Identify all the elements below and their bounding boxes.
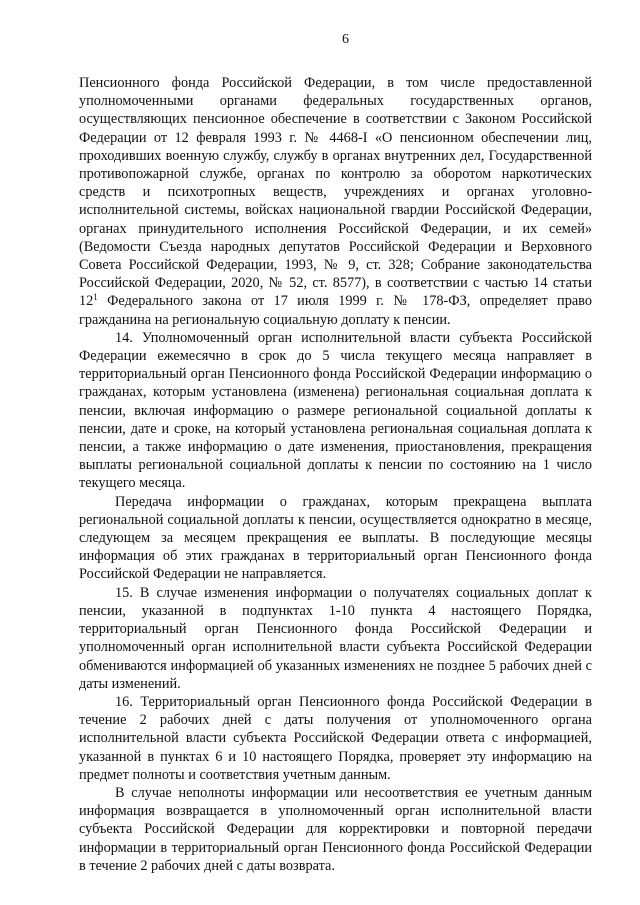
document-body — [79, 74, 592, 875]
paragraph-continuation — [79, 74, 592, 329]
superscript: 1 — [93, 292, 98, 303]
paragraph-15: 15. В случае изменения информации о получателях социальных доплат к пенсии, указанной в подпунктах 1-10 пункта 4 настоящего Порядка, территориальный орган Пенсионного фонда Российской Федерации и уполномоченный орган исполнительной власти субъекта Российской Федерации обмениваются информацией об указанных изменениях не позднее 5 рабочих дней с даты изменений. — [79, 584, 592, 692]
paragraph-14: 14. Уполномоченный орган исполнительной власти субъекта Российской Федерации ежемесячно в срок до 5 числа текущего месяца направляет в территориальный орган Пенсионного фонда Российской Федерации информацию о гражданах, которым установлена (изменена) региональная социальная доплата к пенсии, включая информацию о размере региональной социальной доплаты к пенсии, дате и сроке, на который установлена региональная социальная доплата к пенсии, а также информацию о дате изменения, приостановления, прекращения выплаты региональной социальной доплаты к пенсии по состоянию на 1 число текущего месяца. — [79, 329, 592, 492]
page-number: 6 — [342, 32, 349, 47]
paragraph-14-continued: Передача информации о гражданах, которым прекращена выплата региональной социальной доплаты к пенсии, осуществляется однократно в месяце, следующем за месяцем прекращения ее выплаты. В последующие месяцы информация об этих гражданах в территориальный орган Пенсионного фонда Российской Федерации не направляется. — [79, 493, 592, 583]
paragraph-16: 16. Территориальный орган Пенсионного фонда Российской Федерации в течение 2 рабочих дней с даты получения от уполномоченного органа исполнительной власти субъекта Российской Федерации ответа с информацией, указанной в пунктах 6 и 10 настоящего Порядка, проверяет эту информацию на предмет полноты и соответствия учетным данным. — [79, 693, 592, 783]
paragraph-text-after: Федерального закона от 17 июля 1999 г. № 178-ФЗ, определяет право гражданина на региональную социальную доплату к пенсии. — [79, 293, 592, 328]
paragraph-16-continued: В случае неполноты информации или несоответствия ее учетным данным информация возвращается в уполномоченный орган исполнительной власти субъекта Российской Федерации для корректировки и повторной передачи информации в территориальный орган Пенсионного фонда Российской Федерации в течение 2 рабочих дней с даты возврата. — [79, 784, 592, 874]
paragraph-text: Пенсионного фонда Российской Федерации, в том числе предоставленной уполномоченными органами федеральных государственных органов, осуществляющих пенсионное обеспечение в соответствии с Законом Российской Федерации от 12 февраля 1993 г. № 4468-I «О пенсионном обеспечении лиц, проходивших военную службу, службу в органах внутренних дел, Государственной противопожарной службе, органах по контролю за оборотом наркотических средств и психотропных веществ, учреждениях и органах уголовно-исполнительной системы, войсках национальной гвардии Российской Федерации, органах принудительного исполнения Российской Федерации, и их семей» (Ведомости Съезда народных депутатов Российской Федерации и Верховного Совета Российской Федерации, 1993, № 9, ст. 328; Собрание законодательства Российской Федерации, 2020, № 52, ст. 8577), в соответствии с частью 14 статьи 12 — [79, 75, 592, 310]
